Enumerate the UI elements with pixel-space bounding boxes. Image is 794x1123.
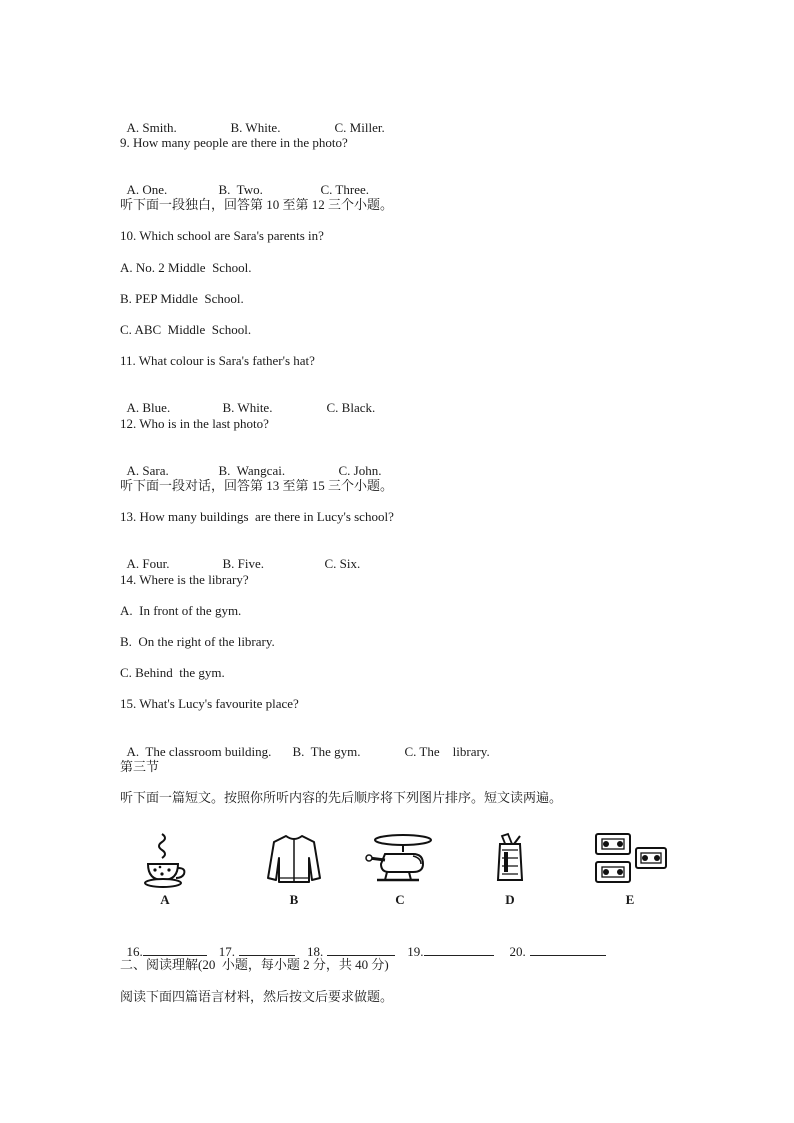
blank-label: 19. bbox=[407, 944, 424, 959]
question-11: 11. What colour is Sara's father's hat? bbox=[120, 353, 315, 368]
question-13: 13. How many buildings are there in Lucy's school? bbox=[120, 509, 394, 524]
bag-icon bbox=[490, 830, 530, 890]
picture-label: E bbox=[625, 892, 635, 907]
intro-13-15: 听下面一段对话，回答第 13 至第 15 三个小题。 bbox=[120, 478, 394, 493]
blank-label: 18. bbox=[307, 944, 324, 959]
question-12: 12. Who is in the last photo? bbox=[120, 416, 269, 431]
section-3-instruction: 听下面一篇短文。按照你所听内容的先后顺序将下列图片排序。短文读两遍。 bbox=[120, 790, 563, 805]
option-b: B. White. bbox=[222, 400, 273, 415]
answer-blank[interactable] bbox=[530, 942, 606, 956]
jacket-icon bbox=[264, 830, 324, 890]
q10-option-c: C. ABC Middle School. bbox=[120, 322, 252, 337]
picture-e bbox=[590, 830, 670, 910]
answer-blank[interactable] bbox=[143, 942, 207, 956]
picture-c bbox=[360, 830, 440, 910]
part-2-instruction: 阅读下面四篇语言材料，然后按文后要求做题。 bbox=[120, 989, 394, 1004]
question-10: 10. Which school are Sara's parents in? bbox=[120, 228, 324, 243]
option-b: B. White. bbox=[230, 120, 281, 135]
answer-blank[interactable] bbox=[239, 942, 295, 956]
intro-10-12: 听下面一段独白，回答第 10 至第 12 三个小题。 bbox=[120, 197, 394, 212]
teacup-icon bbox=[140, 830, 190, 890]
q10-option-b: B. PEP Middle School. bbox=[120, 291, 244, 306]
option-b: B. Two. bbox=[218, 182, 263, 197]
picture-label: B bbox=[289, 892, 299, 907]
option-c: C. Black. bbox=[326, 400, 376, 415]
helicopter-icon bbox=[365, 830, 435, 890]
q11-options bbox=[120, 384, 375, 416]
blank-label: 16. bbox=[126, 944, 143, 959]
answer-blank[interactable] bbox=[327, 942, 395, 956]
cassette-tapes-icon bbox=[590, 830, 670, 890]
option-a: A. Four. bbox=[126, 556, 170, 571]
option-b: B. Five. bbox=[222, 556, 265, 571]
q15-options bbox=[120, 728, 490, 760]
option-a: A. Smith. bbox=[126, 120, 177, 135]
option-c: C. Six. bbox=[324, 556, 361, 571]
picture-label: A bbox=[160, 892, 170, 907]
option-b: B. Wangcai. bbox=[218, 463, 286, 478]
option-c: C. John. bbox=[338, 463, 382, 478]
q14-option-c: C. Behind the gym. bbox=[120, 665, 225, 680]
picture-b bbox=[254, 830, 334, 910]
q8-options bbox=[120, 104, 385, 136]
question-14: 14. Where is the library? bbox=[120, 572, 249, 587]
blank-label: 20. bbox=[509, 944, 526, 959]
option-a: A. One. bbox=[126, 182, 168, 197]
option-c: C. The library. bbox=[404, 744, 490, 759]
part-2-title: 二、阅读理解(20 小题，每小题 2 分，共 40 分) bbox=[120, 957, 389, 972]
q13-options bbox=[120, 540, 360, 572]
picture-label: C bbox=[395, 892, 405, 907]
q9-options bbox=[120, 166, 369, 198]
section-3-heading: 第三节 bbox=[120, 759, 160, 774]
q14-option-a: A. In front of the gym. bbox=[120, 603, 242, 618]
question-9: 9. How many people are there in the photo? bbox=[120, 135, 348, 150]
blank-label: 17. bbox=[218, 944, 235, 959]
option-a: A. Sara. bbox=[126, 463, 169, 478]
option-a: A. The classroom building. bbox=[126, 744, 272, 759]
answer-blanks bbox=[120, 926, 618, 960]
picture-row bbox=[140, 830, 680, 910]
option-b: B. The gym. bbox=[292, 744, 361, 759]
option-a: A. Blue. bbox=[126, 400, 171, 415]
q14-option-b: B. On the right of the library. bbox=[120, 634, 275, 649]
picture-a bbox=[125, 830, 205, 910]
picture-label: D bbox=[505, 892, 515, 907]
option-c: C. Miller. bbox=[334, 120, 385, 135]
picture-d bbox=[470, 830, 550, 910]
q12-options bbox=[120, 447, 381, 479]
answer-blank[interactable] bbox=[424, 942, 494, 956]
question-15: 15. What's Lucy's favourite place? bbox=[120, 696, 299, 711]
option-c: C. Three. bbox=[320, 182, 369, 197]
q10-option-a: A. No. 2 Middle School. bbox=[120, 260, 252, 275]
